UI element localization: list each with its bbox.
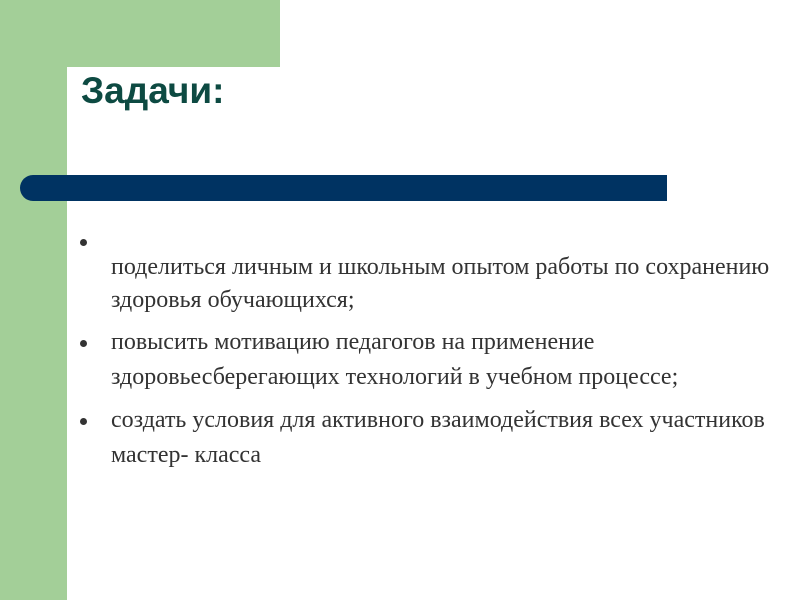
bullet-list <box>80 224 770 481</box>
bullet-text: поделиться личным и школьным опытом работы по сохранению здоровья обучающихся; <box>111 254 770 313</box>
bullet-icon <box>80 239 87 246</box>
bullet-icon <box>80 418 87 425</box>
slide-title: Задачи: <box>81 70 225 111</box>
bullet-text: повысить мотивацию педагогов на применение здоровьесберегающих технологий в учебном процессе; <box>111 329 679 390</box>
title-divider-bar <box>20 175 667 201</box>
green-accent-top <box>0 0 280 67</box>
bullet-text: создать условия для активного взаимодействия всех участников мастер- класса <box>111 407 765 468</box>
bullet-item <box>80 224 770 317</box>
green-accent-left <box>0 0 67 600</box>
bullet-icon <box>80 340 87 347</box>
bullet-item <box>80 325 770 395</box>
bullet-item <box>80 403 770 473</box>
